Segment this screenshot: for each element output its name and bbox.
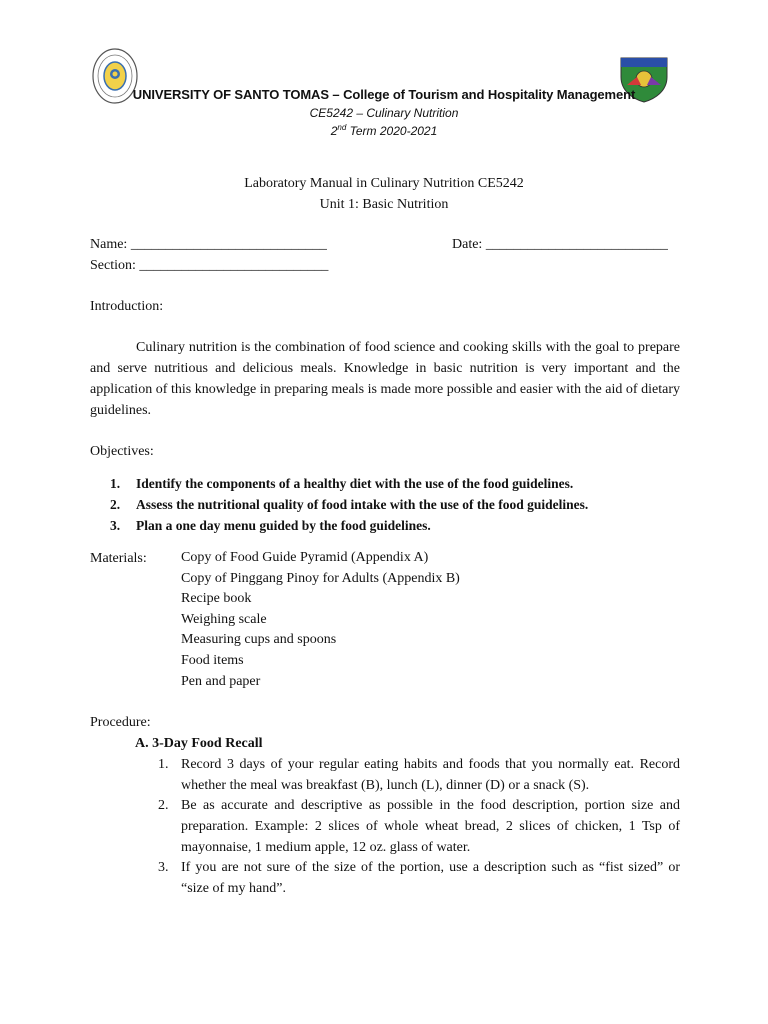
section-blank: ___________________________ (139, 258, 329, 273)
section-field (90, 255, 328, 276)
material-item: Weighing scale (181, 611, 267, 627)
materials-label: Materials: (90, 551, 147, 566)
procedure-heading: Procedure: (90, 715, 151, 730)
step-text: Record 3 days of your regular eating habits and foods that you normally eat. Record whether the meal was breakfast (B), lunch (L), dinner (D) or a snack (S). (181, 757, 680, 793)
section-a-heading: A. 3-Day Food Recall (135, 736, 263, 751)
term-suffix: nd (337, 123, 347, 132)
material-item: Measuring cups and spoons (181, 632, 337, 648)
manual-title: Laboratory Manual in Culinary Nutrition CE5242 (244, 176, 524, 191)
step-number: 3. (158, 860, 169, 875)
objective-number: 3. (110, 518, 121, 533)
date-blank: __________________________ (485, 237, 668, 252)
materials-list (181, 548, 460, 692)
introduction-heading: Introduction: (90, 299, 164, 314)
material-item: Copy of Food Guide Pyramid (Appendix A) (181, 550, 429, 565)
material-item: Copy of Pinggang Pinoy for Adults (Appendix B) (181, 570, 460, 586)
name-field (90, 234, 327, 255)
objective-text: Identify the components of a healthy diet with the use of the food guidelines. (136, 476, 574, 491)
term-line (0, 123, 768, 138)
objective-number: 1. (110, 476, 121, 491)
date-label: Date: (452, 237, 483, 252)
date-field (452, 234, 668, 255)
objectives-heading: Objectives: (90, 444, 154, 459)
step-text: If you are not sure of the size of the portion, use a description such as “fist sized” or “size of my hand”. (181, 860, 680, 896)
material-item: Recipe book (181, 591, 252, 607)
term-number: 2 (330, 124, 338, 138)
objective-text: Plan a one day menu guided by the food guidelines. (136, 518, 431, 533)
objective-text: Assess the nutritional quality of food intake with the use of the food guidelines. (136, 497, 589, 512)
material-item: Pen and paper (181, 673, 261, 689)
objective-item (110, 473, 573, 494)
step-text: Be as accurate and descriptive as possible in the food description, portion size and preparation. Example: 2 slices of whole wheat bread, 2 slices of chicken, 1 Tsp of mayonnaise, 1 medium apple, 12 oz. glass of water. (181, 798, 680, 855)
objective-item (110, 494, 588, 515)
step-number: 2. (158, 798, 169, 813)
university-title: UNIVERSITY OF SANTO TOMAS – College of Tourism and Hospitality Management (132, 87, 636, 102)
step-number: 1. (158, 757, 169, 772)
section-label: Section: (90, 258, 136, 273)
name-blank: ____________________________ (130, 237, 327, 252)
material-item: Food items (181, 652, 244, 668)
introduction-paragraph: Culinary nutrition is the combination of food science and cooking skills with the goal to prepare and serve nutritious and delicious meals. Knowledge in basic nutrition is very important and the application of this knowledge in preparing meals is made more possible and easier with the aid of dietary guidelines. (90, 340, 680, 418)
objective-item (110, 515, 431, 536)
term-text: Term 2020-2021 (346, 124, 438, 138)
name-label: Name: (90, 237, 128, 252)
objective-number: 2. (110, 497, 121, 512)
course-code: CE5242 – Culinary Nutrition (309, 106, 459, 120)
unit-title: Unit 1: Basic Nutrition (319, 197, 449, 212)
